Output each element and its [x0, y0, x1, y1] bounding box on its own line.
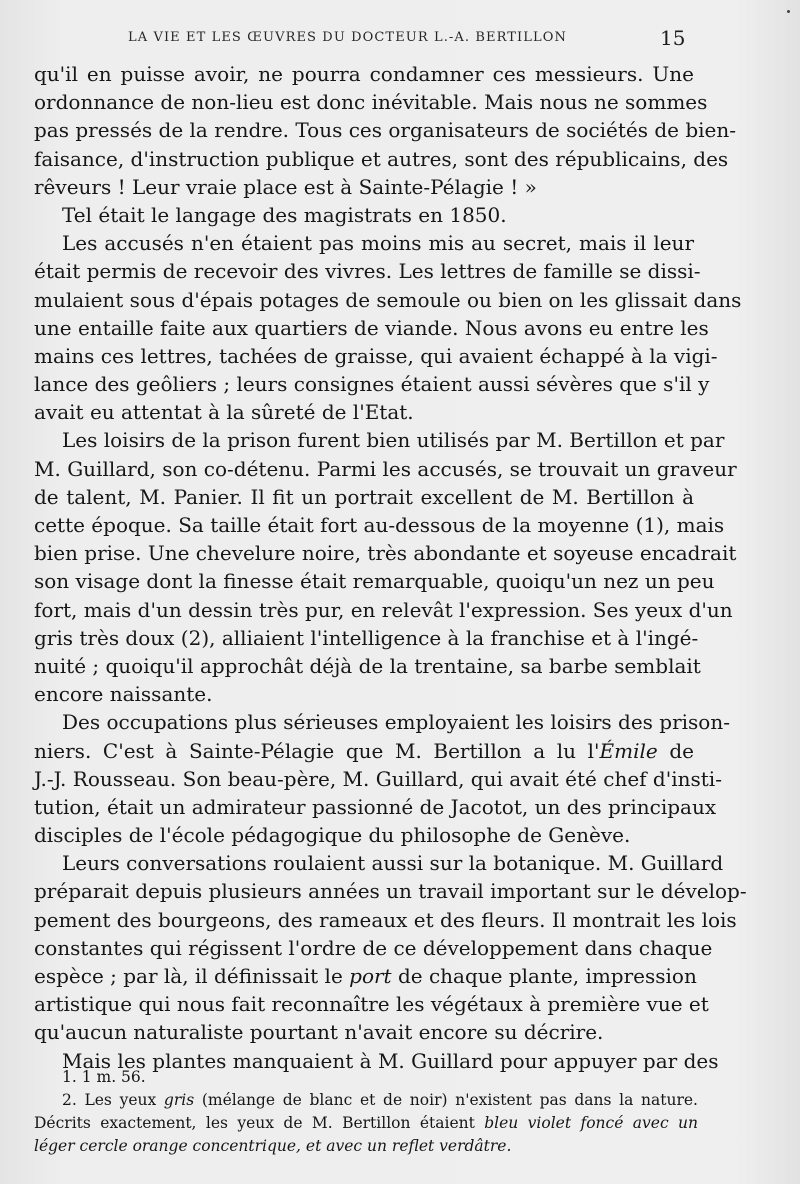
- text-line: était permis de recevoir des vivres. Les lettres de famille se dissi-: [34, 259, 701, 284]
- text-line: M. Guillard, son co-détenu. Parmi les accusés, se trouvait un graveur: [34, 456, 737, 481]
- text-run: niers. C'est à Sainte-Pélagie que M. Bertillon a lu l': [34, 738, 600, 763]
- text-line: tution, était un admirateur passionné de Jacotot, un des principaux: [34, 794, 717, 819]
- footnote-1: 1. 1 m. 56.: [62, 1068, 146, 1086]
- text-line: Des occupations plus sérieuses employaient les loisirs des prison-: [62, 710, 730, 735]
- text-run: (mélange de blanc et de noir) n'existent pas dans la nature.: [194, 1091, 698, 1109]
- print-speck: [787, 10, 790, 13]
- text-line: artistique qui nous fait reconnaître les végétaux à première vue et: [34, 992, 709, 1017]
- footnote-2: [34, 1089, 698, 1112]
- emphasis-port: port: [349, 964, 392, 988]
- footnote-2-end: léger cercle orange concentrique, et avec un reflet verdâtre.: [34, 1137, 512, 1155]
- text-line: Les accusés n'en étaient pas moins mis au secret, mais il leur: [62, 231, 694, 256]
- emphasis-eye-color: bleu violet foncé avec un: [484, 1114, 698, 1132]
- text-line: gris très doux (2), alliaient l'intelligence à la franchise et à l'ingé-: [34, 625, 699, 650]
- text-line: une entaille faite aux quartiers de viande. Nous avons eu entre les: [34, 315, 709, 340]
- text-line: Tel était le langage des magistrats en 1850.: [62, 202, 507, 227]
- text-line: mulaient sous d'épais potages de semoule ou bien on les glissait dans: [34, 287, 742, 312]
- text-line: qu'il en puisse avoir, ne pourra condamner ces messieurs. Une: [34, 62, 694, 86]
- text-line: avait eu attentat à la sûreté de l'Etat.: [34, 400, 414, 425]
- text-line: fort, mais d'un dessin très pur, en relevât l'expression. Ses yeux d'un: [34, 597, 733, 622]
- text-line: Les loisirs de la prison furent bien utilisés par M. Bertillon et par: [62, 428, 725, 453]
- emphasis-gris: gris: [163, 1091, 195, 1109]
- text-line: [34, 962, 697, 990]
- text-line: nuité ; quoiqu'il approchât déjà de la trentaine, sa barbe semblait: [34, 653, 701, 678]
- text-run: espèce ; par là, il définissait le: [34, 964, 350, 988]
- text-run: de chaque plante, impression: [391, 964, 697, 988]
- text-line: lance des geôliers ; leurs consignes étaient aussi sévères que s'il y: [34, 372, 710, 397]
- body-text: [34, 60, 747, 1075]
- text-line: pement des bourgeons, des rameaux et des fleurs. Il montrait les lois: [34, 907, 737, 932]
- footnote-2-cont: [34, 1112, 698, 1135]
- text-line: bien prise. Une chevelure noire, très abondante et soyeuse encadrait: [34, 541, 737, 566]
- text-line: encore naissante.: [34, 682, 213, 707]
- text-line: constantes qui régissent l'ordre de ce développement dans chaque: [34, 935, 713, 960]
- text-line: préparait depuis plusieurs années un travail important sur le dévelop-: [34, 879, 747, 904]
- page-number: 15: [660, 26, 686, 50]
- running-title: LA VIE ET LES ŒUVRES DU DOCTEUR L.-A. BERTILLON: [128, 30, 567, 45]
- text-line: [34, 737, 694, 765]
- footnotes: [34, 1066, 698, 1158]
- text-line: pas pressés de la rendre. Tous ces organisateurs de sociétés de bien-: [34, 118, 737, 143]
- text-line: cette époque. Sa taille était fort au-dessous de la moyenne (1), mais: [34, 513, 725, 537]
- text-line: son visage dont la finesse était remarquable, quoiqu'un nez un peu: [34, 569, 715, 594]
- text-run: Décrits exactement, les yeux de M. Bertillon étaient: [34, 1114, 485, 1132]
- book-title-emile: Émile: [599, 738, 658, 763]
- text-run: de: [657, 738, 694, 763]
- text-run: 2. Les yeux: [62, 1091, 164, 1109]
- text-line: disciples de l'école pédagogique du philosophe de Genève.: [34, 823, 631, 848]
- text-line: ordonnance de non-lieu est donc inévitable. Mais nous ne sommes: [34, 90, 708, 115]
- text-line: de talent, M. Panier. Il fit un portrait excellent de M. Bertillon à: [34, 484, 694, 509]
- text-line: J.-J. Rousseau. Son beau-père, M. Guillard, qui avait été chef d'insti-: [34, 766, 722, 791]
- text-line: Leurs conversations roulaient aussi sur la botanique. M. Guillard: [62, 851, 724, 876]
- text-line: faisance, d'instruction publique et autres, sont des républicains, des: [34, 146, 729, 171]
- running-head: [0, 26, 800, 52]
- text-line: mains ces lettres, tachées de graisse, qui avaient échappé à la vigi-: [34, 343, 718, 368]
- text-line: Mais les plantes manquaient à M. Guillard pour appuyer par des: [62, 1048, 719, 1073]
- text-line: qu'aucun naturaliste pourtant n'avait encore su décrire.: [34, 1020, 604, 1045]
- text-line: rêveurs ! Leur vraie place est à Sainte-Pélagie ! »: [34, 174, 537, 199]
